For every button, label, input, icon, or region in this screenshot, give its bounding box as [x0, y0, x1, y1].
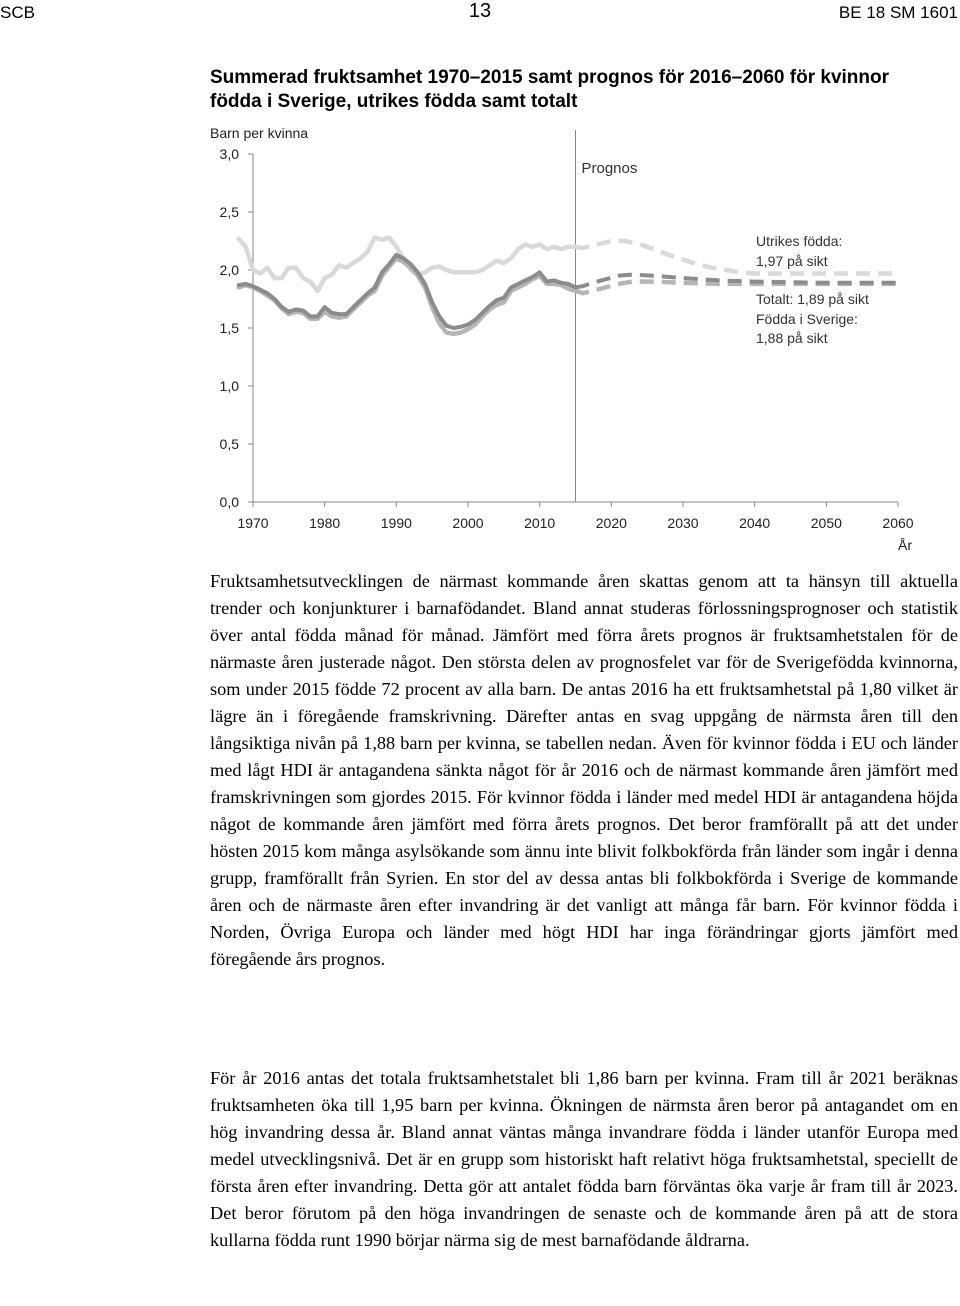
x-tick-label: 2000 — [452, 515, 484, 531]
series-line-utrikes_prognos — [576, 241, 899, 274]
annotation-sverige-2: 1,88 på sikt — [756, 330, 828, 346]
y-tick-label: 3,0 — [219, 146, 239, 162]
x-tick-label: 2050 — [810, 515, 842, 531]
y-tick-label: 0,5 — [219, 436, 239, 452]
x-tick-label: 2030 — [667, 515, 699, 531]
prognosis-label: Prognos — [581, 160, 638, 177]
paragraph-text: För år 2016 antas det totala fruktsamhetstalet bli 1,86 barn per kvinna. Fram till år 2021 beräknas fruktsamheten öka till 1,95 barn per kvinna. Ökningen de närmsta åren beror på antagandet om en hög invandring dessa år. Bland annat väntas många invandrare födda i länder utanför Europa med medel utvecklingsnivå. Det är en grupp som historiskt haft relativt höga fruktsamhetstal, speciellt de första åren efter invandring. Detta gör att antalet födda barn förväntas öka varje år fram till år 2023. Det beror förutom på den höga invandringen de senaste och de kommande åren på att de stora kullarna födda runt 1990 börjar närma sig de mest barnafödande åldrarna. — [210, 1068, 958, 1250]
x-axis — [237, 502, 913, 531]
x-tick-label: 1970 — [237, 515, 269, 531]
y-tick-label: 2,5 — [219, 204, 239, 220]
fertility-chart — [0, 120, 960, 560]
body-paragraph-1 — [210, 568, 958, 973]
y-tick-label: 0,0 — [219, 494, 239, 510]
x-tick-label: 2040 — [739, 515, 771, 531]
y-tick-label: 1,5 — [219, 320, 239, 336]
y-tick-label: 1,0 — [219, 378, 239, 394]
x-tick-label: 1990 — [380, 515, 412, 531]
annotation-sverige-1: Födda i Sverige: — [756, 311, 858, 327]
x-axis-label: År — [898, 537, 912, 553]
body-paragraph-2 — [210, 1065, 958, 1254]
y-tick-label: 2,0 — [219, 262, 239, 278]
chart-title: Summerad fruktsamhet 1970–2015 samt prognos för 2016–2060 för kvinnor födda i Sverige, utrikes födda samt totalt — [210, 67, 890, 112]
annotation-utrikes-1: Utrikes födda: — [756, 233, 843, 249]
header-org: SCB — [0, 3, 35, 22]
x-tick-label: 2060 — [882, 515, 914, 531]
annotation-utrikes-2: 1,97 på sikt — [756, 253, 828, 269]
x-tick-label: 2020 — [595, 515, 627, 531]
x-tick-label: 1980 — [309, 515, 341, 531]
y-axis-label: Barn per kvinna — [210, 125, 309, 141]
annotation-totalt: Totalt: 1,89 på sikt — [756, 291, 869, 307]
x-tick-label: 2010 — [524, 515, 556, 531]
paragraph-text: Fruktsamhetsutvecklingen de närmast kommande åren skattas genom att ta hänsyn till aktuella trender och konjunkturer i barnafödandet. Bland annat studeras förlossningsprognoser och statistik över antal födda månad för månad. Jämfört med förra årets prognos är fruktsamhetstalen för de närmaste åren justerade något. Den största delen av prognosfelet var för de Sverigefödda kvinnorna, som under 2015 födde 72 procent av alla barn. De antas 2016 ha ett fruktsamhetstal på 1,80 vilket är lägre än i föregående framskrivning. Därefter antas en svag uppgång de närmsta åren till den långsiktiga nivån på 1,88 barn per kvinna, se tabellen nedan. Även för kvinnor födda i EU och länder med lågt HDI är antagandena sänkta något för år 2016 och de närmast kommande åren jämfört med framskrivningen som gjordes 2015. För kvinnor födda i länder med medel HDI är antagandena höjda något de kommande åren jämfört med förra årets prognos. Det beror framförallt på att det under hösten 2015 kom många asylsökande som ännu inte blivit folkbokförda från länder som ingår i denna grupp, framförallt från Syrien. En stor del av dessa antas bli folkbokförda i Sverige de kommande åren och de närmaste åren efter invandring är det vanligt att många får barn. För kvinnor födda i Norden, Övriga Europa och länder med högt HDI har inga förändringar gjorts jämfört med föregående års prognos. — [210, 571, 958, 969]
y-axis — [220, 146, 253, 510]
report-id: BE 18 SM 1601 — [838, 3, 958, 22]
page-number: 13 — [468, 0, 492, 22]
